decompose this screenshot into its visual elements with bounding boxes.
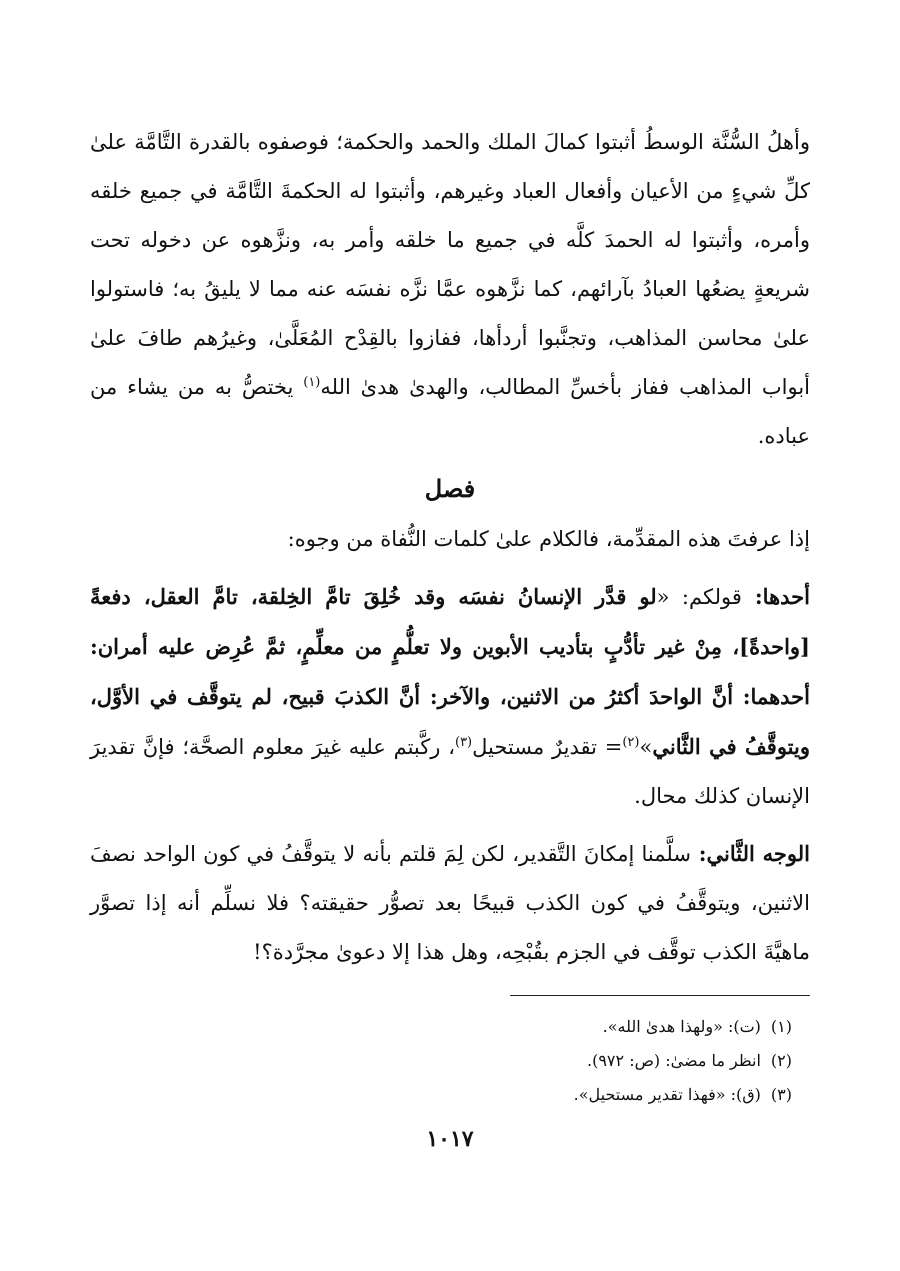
footnote-text: (ق): «فهذا تقدير مستحيل». (573, 1085, 761, 1104)
paragraph-3-quote-close: » (639, 735, 653, 759)
paragraph-2: إذا عرفتَ هذه المقدِّمة، فالكلام علىٰ كلمات النُّفاة من وجوه: (287, 527, 810, 551)
footnote-divider (510, 995, 810, 996)
paragraph-3-end: ، ركَّبتم عليه غيرَ معلوم الصحَّة؛ فإنَّ تقديرَ الإنسان كذلك محال. (90, 735, 810, 808)
paragraph-4-text: سلَّمنا إمكانَ التَّقدير، لكن لِمَ قلتم بأنه لا يتوقَّفُ في كون الواحد نصفَ الاثنين، ويتوقَّفُ في كون الكذب قبيحًا بعد تصوُّر حقيقته؟ فلا نسلِّم أنه إذا تصوَّر ماهيَّةَ الكذب توقَّف في الجزم بقُبْحِه، وهل هذا إلا دعوىٰ مجرَّدة؟! (90, 842, 810, 964)
footnote-number: (١) (770, 1017, 792, 1036)
paragraph-4 (90, 829, 810, 977)
paragraph-1-end: يختصُّ به من يشاء من عباده. (90, 375, 810, 448)
footnote-number: (٣) (770, 1085, 792, 1104)
page-body (90, 118, 810, 977)
paragraph-3-intro: قولكم: « (656, 585, 742, 609)
footnote-ref-1[interactable]: (١) (303, 375, 321, 390)
paragraph-3-mid: = تقديرٌ مستحيل (472, 735, 623, 759)
footnote-ref-2[interactable]: (٢) (622, 735, 640, 750)
footnote-text: (ت): «ولهذا هدىٰ الله». (602, 1017, 761, 1036)
footnote-text: انظر ما مضىٰ: (ص: ٩٧٢). (587, 1051, 761, 1070)
paragraph-3 (90, 572, 810, 821)
paragraph-3-lead: أحدها: (741, 584, 810, 609)
footnotes (292, 1010, 792, 1112)
paragraph-1 (90, 118, 810, 461)
paragraph-1-text: وأهلُ السُّنَّة الوسطُ أثبتوا كمالَ الملك والحمد والحكمة؛ فوصفوه بالقدرة التَّامَّة علىٰ كلِّ شيءٍ من الأعيان وأفعال العباد وغيرهم، وأثبتوا له الحكمةَ التَّامَّة في جميع خلقه وأمره، وأثبتوا له الحمدَ كلَّه في جميع ما خلقه وأمر به، ونزَّهوه عن دخوله تحت شريعةٍ يضعُها العبادُ بآرائهم، كما نزَّهوه عمَّا نزَّه نفسَه عنه مما لا يليقُ به؛ فاستولوا علىٰ محاسن المذاهب، وتجنَّبوا أردأها، ففازوا بالقِدْح المُعَلَّىٰ، وغيرُهم طافَ علىٰ أبواب المذاهب ففاز بأخسِّ المطالب، والهدىٰ هدىٰ الله (90, 130, 810, 399)
footnote-item (292, 1078, 792, 1112)
paragraph-3-quote: لو قدَّر الإنسانُ نفسَه وقد خُلِقَ تامَّ الخِلقة، تامَّ العقل، دفعةً [واحدةً]، مِنْ غير تأدُّبٍ بتأديب الأبوين ولا تعلُّمٍ من معلِّمٍ، ثمَّ عُرِض عليه أمران: أحدهما: أنَّ الواحدَ أكثرُ من الاثنين، والآخر: أنَّ الكذبَ قبيح، لم يتوقَّف في الأوَّل، ويتوقَّفُ في الثَّاني (90, 584, 810, 759)
paragraph-4-lead: الوجه الثَّاني: (690, 841, 810, 866)
page-number: ١٠١٧ (426, 1126, 474, 1152)
footnote-number: (٢) (770, 1051, 792, 1070)
footnote-ref-3[interactable]: (٣) (454, 735, 473, 750)
footnote-item (292, 1010, 792, 1044)
section-title: فصل (424, 474, 476, 503)
footnote-item (292, 1044, 792, 1078)
